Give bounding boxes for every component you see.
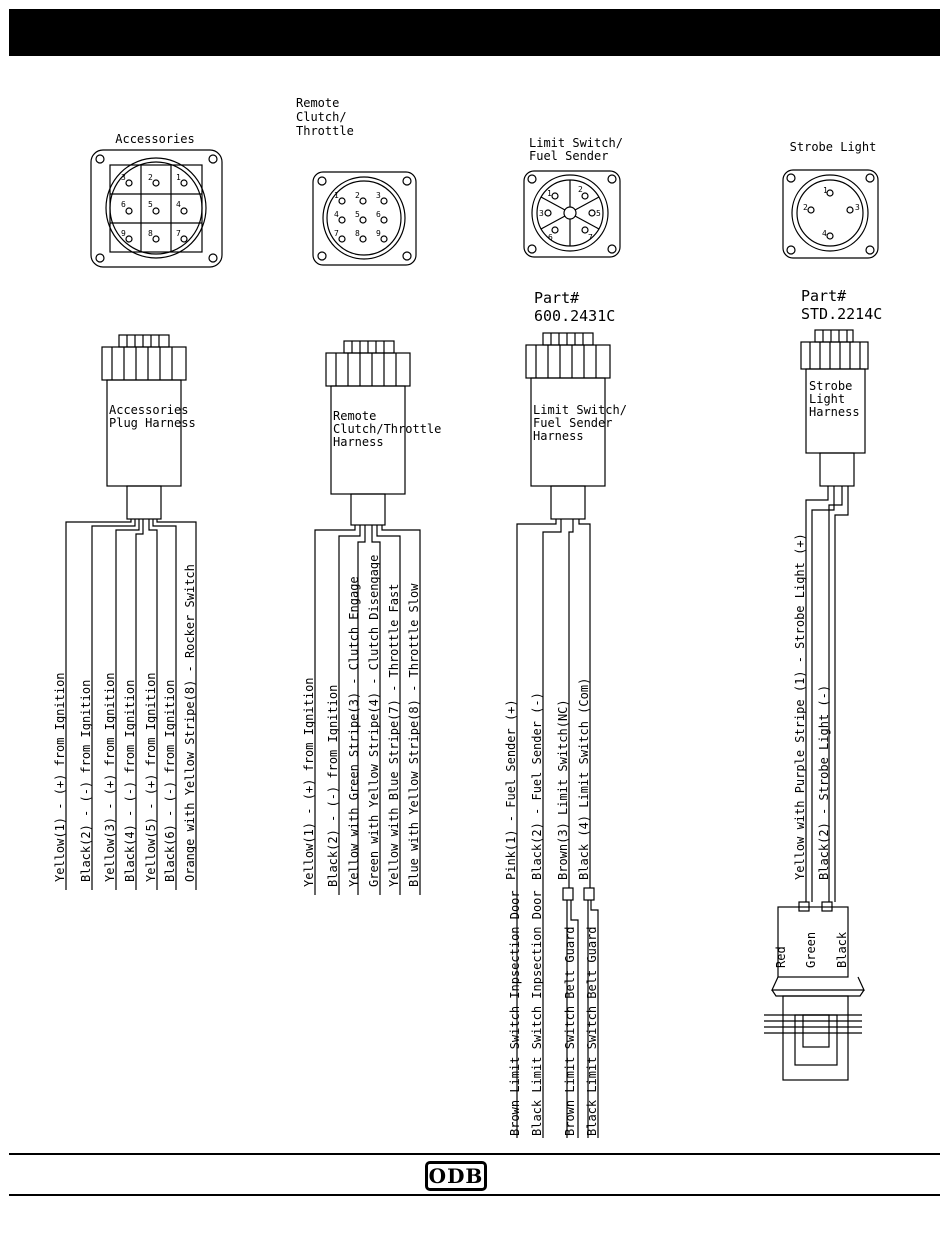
svg-text:Yellow(1) - (+) from Ignition: Yellow(1) - (+) from Ignition [302, 677, 316, 887]
svg-text:2: 2 [578, 185, 583, 194]
strobe-connector-title: Strobe Light [789, 140, 877, 154]
footer-bottom-rule [9, 1194, 940, 1196]
svg-text:Black(2) - Strobe Light (-): Black(2) - Strobe Light (-) [817, 684, 831, 880]
remote-wires [302, 525, 421, 895]
limit-connector [524, 136, 623, 257]
svg-text:Black(2) - (-) from Ignition: Black(2) - (-) from Ignition [326, 684, 340, 887]
svg-text:6: 6 [548, 233, 553, 242]
logo-text: ODB [428, 1164, 484, 1188]
svg-text:1: 1 [823, 186, 828, 195]
svg-text:Red: Red [774, 946, 788, 968]
svg-text:3: 3 [376, 191, 381, 200]
svg-text:Harness: Harness [333, 435, 384, 449]
remote-connector-title-2: Clutch/ [296, 110, 347, 124]
svg-text:3: 3 [121, 173, 126, 182]
svg-text:4: 4 [176, 200, 181, 209]
svg-text:Yellow with Blue Stripe(7) - T: Yellow with Blue Stripe(7) - Throttle Fast [387, 583, 401, 887]
svg-text:Blue with Yellow Stripe(8) - T: Blue with Yellow Stripe(8) - Throttle Slow [407, 583, 421, 887]
svg-text:5: 5 [596, 209, 601, 218]
limit-harness [526, 333, 627, 519]
svg-text:Strobe: Strobe [809, 379, 853, 393]
svg-text:Accessories: Accessories [109, 403, 189, 417]
svg-text:Brown Limit Switch Inpsection: Brown Limit Switch Inpsection Door [508, 890, 522, 1136]
svg-text:Black(2) - (-) from Ignition: Black(2) - (-) from Ignition [79, 679, 93, 882]
svg-text:Black (4) Limit Switch (Com): Black (4) Limit Switch (Com) [577, 677, 591, 880]
svg-text:Yellow with Purple Stripe (1): Yellow with Purple Stripe (1) - Strobe Light (+) [793, 533, 807, 880]
strobe-wires [793, 486, 848, 911]
svg-text:Light: Light [809, 392, 846, 406]
svg-text:7: 7 [588, 233, 593, 242]
svg-text:Fuel Sender: Fuel Sender [533, 416, 613, 430]
svg-text:Green with Yellow Stripe(4) -: Green with Yellow Stripe(4) - Clutch Disengage [367, 554, 381, 887]
strobe-plug [764, 907, 864, 1080]
strobe-part-label: Part# [801, 287, 847, 305]
svg-text:4: 4 [334, 210, 339, 219]
accessories-harness [102, 335, 196, 519]
strobe-part-number: STD.2214C [801, 305, 883, 323]
svg-text:1: 1 [547, 189, 552, 198]
svg-text:Plug Harness: Plug Harness [109, 416, 196, 430]
remote-connector-title-1: Remote [296, 96, 340, 110]
svg-text:2: 2 [803, 203, 808, 212]
svg-text:6: 6 [376, 210, 381, 219]
svg-text:Black(6) - (-) from Ignition: Black(6) - (-) from Ignition [163, 679, 177, 882]
svg-text:Brown Limit Switch Belt Guard: Brown Limit Switch Belt Guard [563, 926, 577, 1136]
svg-text:Black: Black [835, 931, 849, 968]
svg-text:Black Limit Switch Inpsection: Black Limit Switch Inpsection Door [530, 890, 544, 1136]
strobe-connector [783, 140, 878, 258]
svg-text:Harness: Harness [533, 429, 584, 443]
limit-connector-title-2: Fuel Sender [529, 149, 609, 163]
svg-text:5: 5 [148, 200, 153, 209]
limit-part-number: 600.2431C [534, 307, 616, 325]
svg-text:Yellow with Green Stripe(3) -: Yellow with Green Stripe(3) - Clutch Engage [347, 576, 361, 887]
svg-text:Yellow(3) - (+) from Ignition: Yellow(3) - (+) from Ignition [103, 672, 117, 882]
odb-logo [425, 1161, 487, 1191]
svg-text:Yellow(5) - (+) from Ignition: Yellow(5) - (+) from Ignition [144, 672, 158, 882]
svg-text:6: 6 [121, 200, 126, 209]
accessories-wires [53, 519, 197, 890]
svg-text:1: 1 [334, 191, 339, 200]
svg-text:Green: Green [804, 931, 818, 968]
svg-text:Brown(3) Limit Switch(NC): Brown(3) Limit Switch(NC) [556, 699, 570, 880]
svg-text:Black(2) - Fuel Sender (-): Black(2) - Fuel Sender (-) [530, 692, 544, 880]
remote-harness [326, 341, 441, 525]
svg-text:8: 8 [355, 229, 360, 238]
remote-connector-title-3: Throttle [296, 124, 354, 138]
svg-text:3: 3 [539, 209, 544, 218]
remote-connector [296, 96, 416, 265]
accessories-connector-title: Accessories [115, 132, 195, 146]
svg-text:Black(4) - (-) from Ignition: Black(4) - (-) from Ignition [123, 679, 137, 882]
limit-connector-title-1: Limit Switch/ [529, 136, 623, 150]
svg-text:Remote: Remote [333, 409, 377, 423]
svg-text:Black Limit Switch Belt Guard: Black Limit Switch Belt Guard [585, 926, 599, 1136]
svg-text:Clutch/Throttle: Clutch/Throttle [333, 422, 442, 436]
svg-text:5: 5 [355, 210, 360, 219]
svg-text:7: 7 [334, 229, 339, 238]
svg-text:9: 9 [376, 229, 381, 238]
svg-text:Pink(1) - Fuel Sender (+): Pink(1) - Fuel Sender (+) [504, 699, 518, 880]
limit-wires [504, 519, 599, 1138]
strobe-harness [801, 330, 868, 486]
svg-text:1: 1 [176, 173, 181, 182]
footer-top-rule [9, 1153, 940, 1155]
svg-text:4: 4 [822, 229, 827, 238]
svg-text:Harness: Harness [809, 405, 860, 419]
svg-text:9: 9 [121, 229, 126, 238]
limit-part-label: Part# [534, 289, 580, 307]
svg-text:Orange with Yellow Stripe(8) -: Orange with Yellow Stripe(8) - Rocker Switch [183, 564, 197, 882]
svg-text:8: 8 [148, 229, 153, 238]
svg-text:Limit Switch/: Limit Switch/ [533, 403, 627, 417]
svg-text:3: 3 [855, 203, 860, 212]
svg-text:Yellow(1) - (+) from Ignition: Yellow(1) - (+) from Ignition [53, 672, 67, 882]
accessories-connector [91, 132, 222, 267]
svg-text:7: 7 [176, 229, 181, 238]
svg-text:2: 2 [148, 173, 153, 182]
svg-text:2: 2 [355, 191, 360, 200]
